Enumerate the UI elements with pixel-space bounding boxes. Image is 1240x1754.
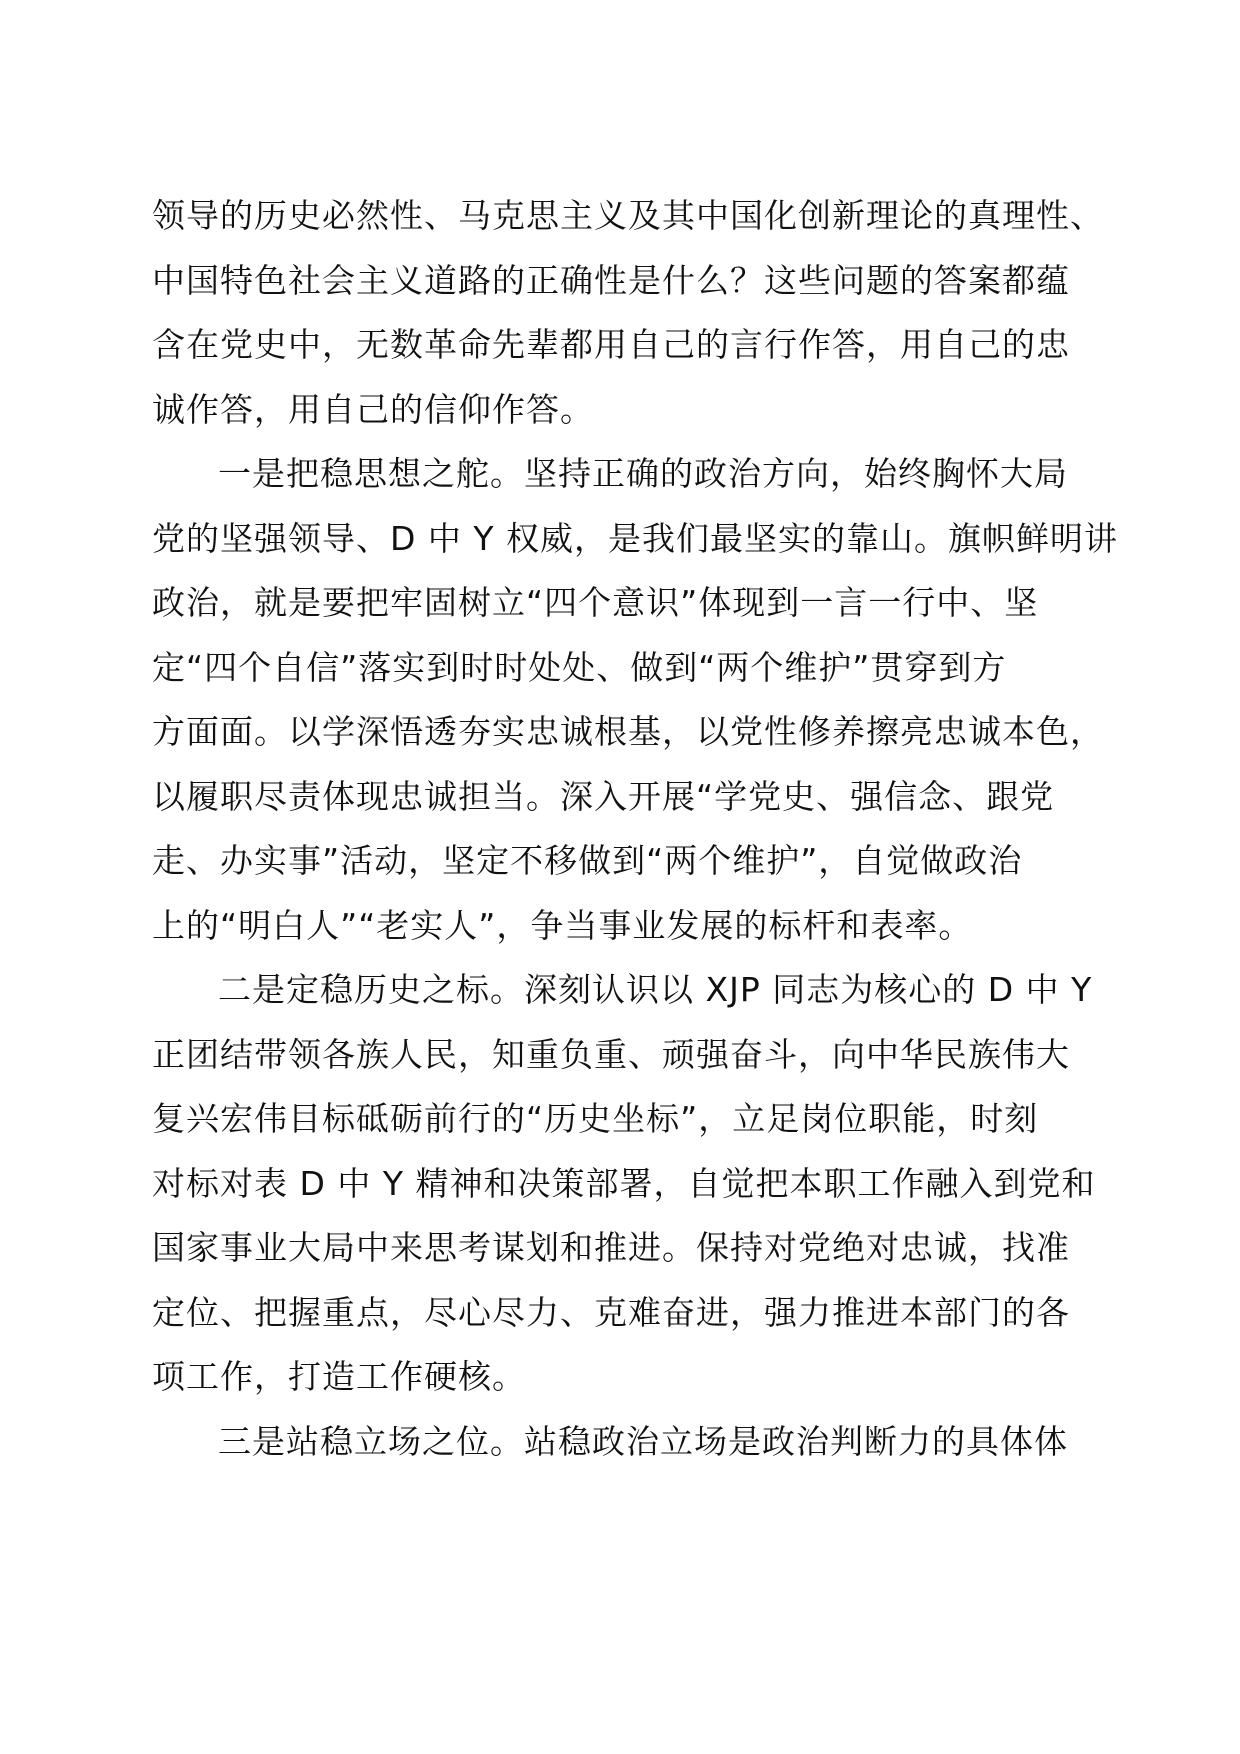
text-line: 对标对表 D 中 Y 精神和决策部署，自觉把本职工作融入到党和 — [152, 1163, 1096, 1203]
text-line: 诚作答，用自己的信仰作答。 — [152, 389, 594, 429]
text-line: 国家事业大局中来思考谋划和推进。保持对党绝对忠诚，找准 — [152, 1228, 1070, 1267]
text-line: 中国特色社会主义道路的正确性是什么？这些问题的答案都蕴 — [152, 260, 1070, 300]
text-line: 走、办实事”活动，坚定不移做到“两个维护”，自觉做政治 — [152, 841, 1023, 880]
text-line: 正团结带领各族人民，知重负重、顽强奋斗，向中华民族伟大 — [152, 1034, 1070, 1074]
text-line: 党的坚强领导、D 中 Y 权威，是我们最坚实的靠山。旗帜鲜明讲 — [152, 518, 1119, 558]
text-line: 方面面。以学深悟透夯实忠诚根基，以党性修养擦亮忠诚本色， — [152, 712, 1104, 751]
text-line: 政治，就是要把牢固树立“四个意识”体现到一言一行中、坚 — [152, 583, 1039, 622]
text-line: 含在党史中，无数革命先辈都用自己的言行作答，用自己的忠 — [152, 325, 1070, 364]
text-line: 以履职尽责体现忠诚担当。深入开展“学党史、强信念、跟党 — [152, 776, 1055, 816]
paragraph-heading-line: 一是把稳思想之舵。坚持正确的政治方向，始终胸怀大局 — [218, 454, 1068, 493]
text-line: 领导的历史必然性、马克思主义及其中国化创新理论的真理性、 — [152, 196, 1104, 235]
paragraph-heading-line: 三是站稳立场之位。站稳政治立场是政治判断力的具体体 — [218, 1421, 1068, 1461]
text-line: 定位、把握重点，尽心尽力、克难奋进，强力推进本部门的各 — [152, 1292, 1070, 1332]
text-line: 项工作，打造工作硬核。 — [152, 1357, 526, 1396]
text-line: 定“四个自信”落实到时时处处、做到“两个维护”贯穿到方 — [152, 647, 1007, 687]
text-line: 上的“明白人”“老实人”，争当事业发展的标杆和表率。 — [152, 905, 973, 945]
text-line: 复兴宏伟目标砥砺前行的“历史坐标”，立足岗位职能，时刻 — [152, 1099, 1039, 1138]
paragraph-heading-line: 二是定稳历史之标。深刻认识以 XJP 同志为核心的 D 中 Y — [218, 970, 1093, 1009]
document-body — [152, 184, 1119, 1474]
